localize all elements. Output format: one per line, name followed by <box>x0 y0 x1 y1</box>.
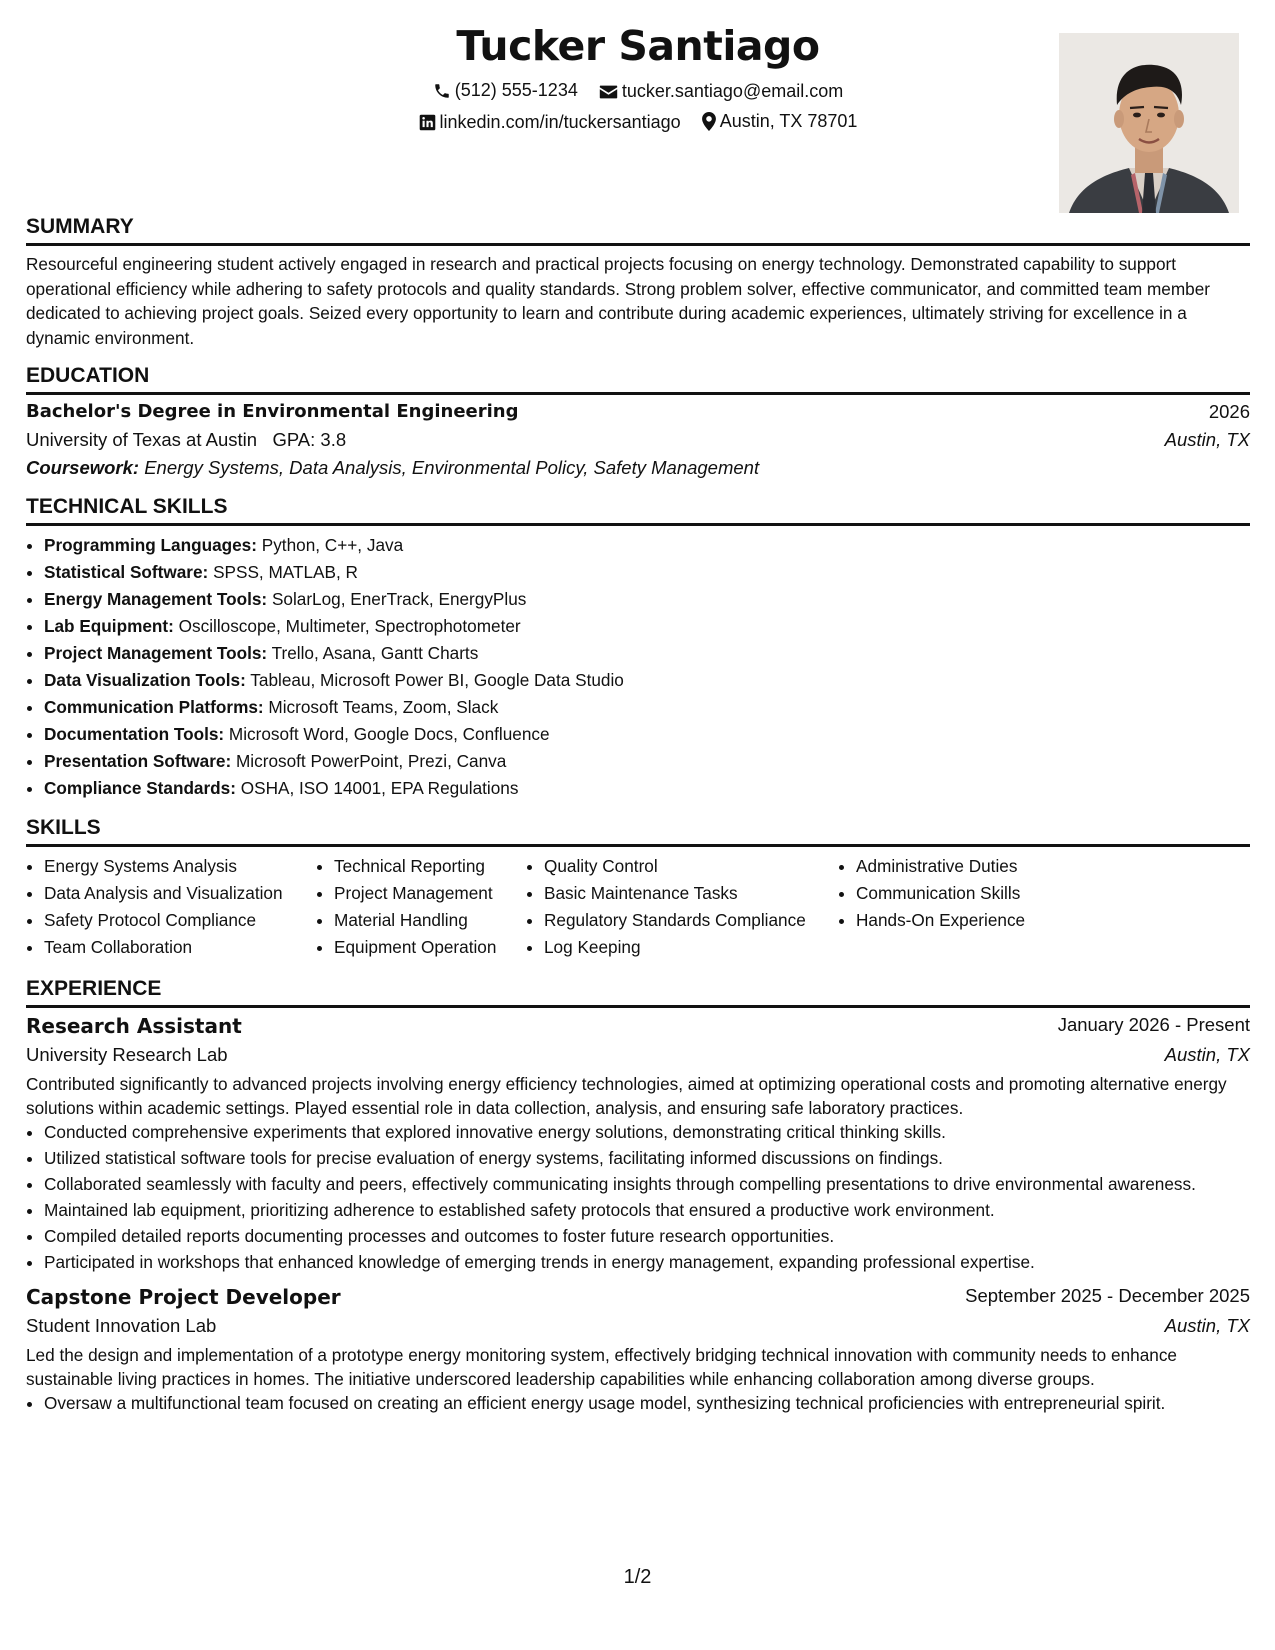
linkedin-text: linkedin.com/in/tuckersantiago <box>439 112 681 132</box>
job-location: Austin, TX <box>1164 1315 1250 1336</box>
envelope-icon <box>599 84 618 100</box>
job-dates: September 2025 - December 2025 <box>965 1285 1250 1306</box>
education-section <box>26 364 1250 479</box>
list-item <box>44 559 1250 586</box>
experience-section <box>26 977 1250 1416</box>
list-item: • Safety Protocol Compliance <box>44 907 316 934</box>
skill-value: Microsoft Word, Google Docs, Confluence <box>228 724 550 744</box>
list-item: • Team Collaboration <box>44 934 316 961</box>
job-bullets <box>26 1120 1250 1275</box>
contact-email[interactable] <box>599 81 843 102</box>
skill-label: Statistical Software: <box>44 562 209 582</box>
candidate-name: Tucker Santiago <box>456 22 820 70</box>
degree-title: Bachelor's Degree in Environmental Engineering <box>26 401 519 422</box>
list-item <box>44 586 1250 613</box>
education-heading: EDUCATION <box>26 364 1250 395</box>
resume-header <box>26 0 1250 215</box>
list-item: • Conducted comprehensive experiments that explored innovative energy solutions, demonstrating critical thinking skills. <box>44 1120 1250 1145</box>
skill-label: Documentation Tools: <box>44 724 225 744</box>
map-pin-icon <box>702 112 716 131</box>
technical-skills-section <box>26 495 1250 802</box>
list-item: • Hands-On Experience <box>856 907 1156 934</box>
skill-label: Programming Languages: <box>44 535 257 555</box>
job-title: Capstone Project Developer <box>26 1285 341 1309</box>
skill-value: Microsoft Teams, Zoom, Slack <box>268 697 499 717</box>
list-item: • Basic Maintenance Tasks <box>544 880 838 907</box>
skill-label: Lab Equipment: <box>44 616 174 636</box>
job-org-row <box>26 1044 1250 1066</box>
list-item <box>44 721 1250 748</box>
job-dates: January 2026 - Present <box>1057 1014 1250 1035</box>
contact-phone <box>433 80 578 101</box>
skills-column-4 <box>838 853 1156 961</box>
skill-value: SPSS, MATLAB, R <box>213 562 358 582</box>
school-info <box>26 429 346 451</box>
job-entry-2 <box>26 1285 1250 1416</box>
job-bullets <box>26 1391 1250 1416</box>
list-item: • Energy Systems Analysis <box>44 853 316 880</box>
list-item: • Administrative Duties <box>856 853 1156 880</box>
skill-label: Project Management Tools: <box>44 643 268 663</box>
list-item <box>44 694 1250 721</box>
job-description: Contributed significantly to advanced projects involving energy efficiency technologies, aimed at optimizing operational costs and promoting alternative energy solutions within academic settings. Played essential role in data collection, analysis, and ensuring safe laboratory practices. <box>26 1074 1227 1118</box>
portrait-image <box>1059 33 1239 213</box>
job-header <box>26 1014 1250 1038</box>
list-item: • Regulatory Standards Compliance <box>544 907 838 934</box>
list-item: • Material Handling <box>334 907 526 934</box>
skill-value: Tableau, Microsoft Power BI, Google Data Studio <box>250 670 624 690</box>
contact-linkedin[interactable] <box>419 112 681 133</box>
list-item: • Log Keeping <box>544 934 838 961</box>
list-item <box>44 748 1250 775</box>
skill-value: Microsoft PowerPoint, Prezi, Canva <box>235 751 507 771</box>
skills-column-2 <box>316 853 526 961</box>
coursework <box>26 457 1250 479</box>
job-header <box>26 1285 1250 1309</box>
skills-column-1 <box>26 853 316 961</box>
skills-grid <box>26 853 1250 961</box>
job-title: Research Assistant <box>26 1014 242 1038</box>
list-item: • Participated in workshops that enhanced knowledge of emerging trends in energy management, expanding professional expertise. <box>44 1250 1250 1275</box>
education-row-1 <box>26 401 1250 423</box>
job-entry-1 <box>26 1014 1250 1275</box>
list-item: • Technical Reporting <box>334 853 526 880</box>
list-item: • Communication Skills <box>856 880 1156 907</box>
job-org: University Research Lab <box>26 1044 228 1065</box>
list-item: • Data Analysis and Visualization <box>44 880 316 907</box>
gpa: GPA: 3.8 <box>272 429 347 450</box>
skill-label: Presentation Software: <box>44 751 232 771</box>
contact-location <box>702 111 858 132</box>
school-name: University of Texas at Austin <box>26 429 258 450</box>
email-text: tucker.santiago@email.com <box>621 81 844 101</box>
summary-heading: SUMMARY <box>26 215 1250 246</box>
list-item <box>44 667 1250 694</box>
phone-text: (512) 555-1234 <box>454 80 578 100</box>
resume-page <box>26 0 1250 1650</box>
phone-icon <box>433 82 451 100</box>
list-item <box>44 640 1250 667</box>
page-number: 1/2 <box>623 1566 652 1588</box>
skill-value: Python, C++, Java <box>261 535 404 555</box>
list-item: • Quality Control <box>544 853 838 880</box>
list-item: • Utilized statistical software tools for precise evaluation of energy systems, facilitating informed discussions on findings. <box>44 1146 1250 1171</box>
technical-skills-list <box>26 532 1250 802</box>
skill-label: Energy Management Tools: <box>44 589 268 609</box>
list-item <box>44 613 1250 640</box>
list-item <box>44 775 1250 802</box>
location-text: Austin, TX 78701 <box>719 111 858 131</box>
coursework-list: Energy Systems, Data Analysis, Environmental Policy, Safety Management <box>144 457 760 478</box>
list-item: • Oversaw a multifunctional team focused on creating an efficient energy usage model, synthesizing technical proficiencies with entrepreneurial spirit. <box>44 1391 1250 1416</box>
list-item: • Collaborated seamlessly with faculty and peers, effectively communicating insights through compelling presentations to drive environmental awareness. <box>44 1172 1250 1197</box>
skill-value: Oscilloscope, Multimeter, Spectrophotometer <box>178 616 521 636</box>
skill-value: SolarLog, EnerTrack, EnergyPlus <box>271 589 527 609</box>
summary-text: Resourceful engineering student actively engaged in research and practical projects focusing on energy technology. Demonstrated capability to support operational efficiency while adhering to safety protocols and quality standards. Strong problem solver, effective communicator, and committed team member dedicated to achieving project goals. Seized every opportunity to learn and contribute during academic experiences, ultimately striving for excellence in a dynamic environment. <box>26 254 1211 348</box>
skill-label: Communication Platforms: <box>44 697 264 717</box>
skill-label: Compliance Standards: <box>44 778 236 798</box>
skill-label: Data Visualization Tools: <box>44 670 246 690</box>
skills-column-3 <box>526 853 838 961</box>
coursework-label: Coursework: <box>26 457 140 478</box>
list-item <box>44 532 1250 559</box>
school-location: Austin, TX <box>1164 429 1250 450</box>
job-description: Led the design and implementation of a prototype energy monitoring system, effectively bridging technical innovation with community needs to enhance sustainable living practices in homes. The initiative underscored leadership capabilities while enhancing collaboration among diverse groups. <box>26 1345 1177 1389</box>
linkedin-icon <box>419 114 436 131</box>
profile-photo <box>1059 33 1239 213</box>
job-location: Austin, TX <box>1164 1044 1250 1065</box>
list-item: • Compiled detailed reports documenting processes and outcomes to foster future research opportunities. <box>44 1224 1250 1249</box>
list-item: • Maintained lab equipment, prioritizing adherence to established safety protocols that ensured a productive work environment. <box>44 1198 1250 1223</box>
job-org-row <box>26 1315 1250 1337</box>
summary-section <box>26 215 1250 350</box>
skill-value: OSHA, ISO 14001, EPA Regulations <box>240 778 519 798</box>
list-item: • Equipment Operation <box>334 934 526 961</box>
list-item: • Project Management <box>334 880 526 907</box>
graduation-year: 2026 <box>1208 401 1250 422</box>
skill-value: Trello, Asana, Gantt Charts <box>271 643 479 663</box>
skills-heading: SKILLS <box>26 816 1250 847</box>
skills-section <box>26 816 1250 961</box>
experience-heading: EXPERIENCE <box>26 977 1250 1008</box>
education-row-2 <box>26 429 1250 451</box>
technical-skills-heading: TECHNICAL SKILLS <box>26 495 1250 526</box>
job-org: Student Innovation Lab <box>26 1315 217 1336</box>
